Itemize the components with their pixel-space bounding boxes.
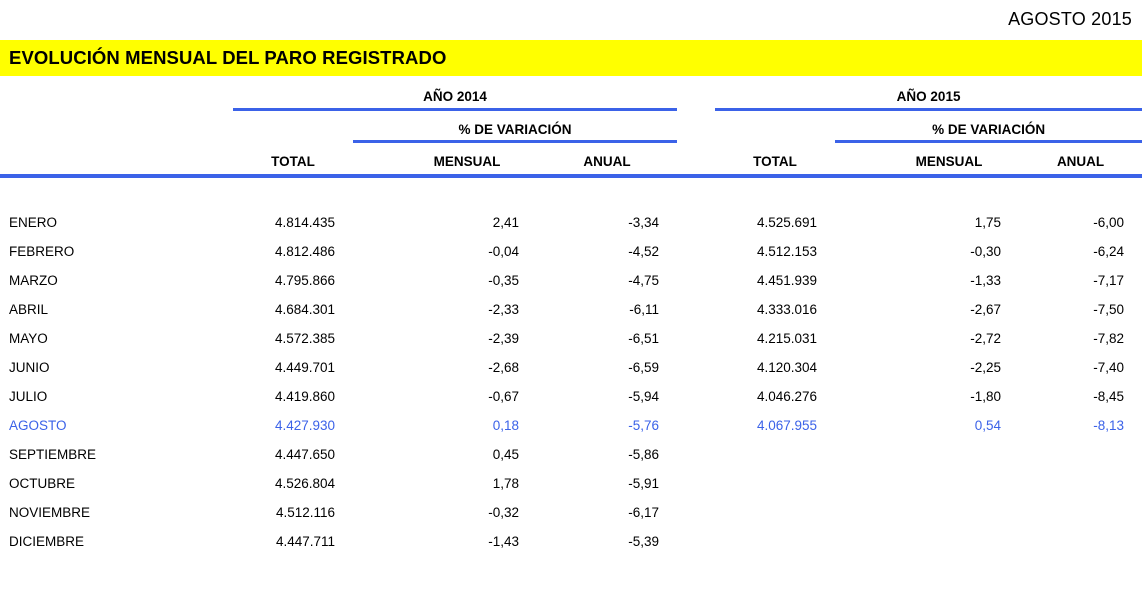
column-header-row <box>0 142 1142 175</box>
table-row <box>0 440 1142 469</box>
table-row <box>0 527 1142 556</box>
cell-total-2015: 4.333.016 <box>756 302 817 317</box>
cell-mensual-2014: -2,33 <box>488 302 519 317</box>
spacer-gap-mid <box>677 440 715 469</box>
cell-total-2014: 4.572.385 <box>274 331 335 346</box>
cell-anual-2014: -6,51 <box>628 331 659 346</box>
cell-anual-2014: -5,86 <box>628 447 659 462</box>
spacer-cell-mid <box>677 110 715 142</box>
row-month-label: ENERO <box>9 215 58 230</box>
cell-total-2014: 4.795.866 <box>274 273 335 288</box>
cell-total-2015: 4.067.955 <box>756 418 817 433</box>
row-month-label: MAYO <box>9 331 48 346</box>
spacer-gap <box>353 440 397 469</box>
spacer-gap <box>835 295 879 324</box>
cell-total-2015: 4.525.691 <box>756 215 817 230</box>
header-body-spacer <box>0 178 1142 208</box>
cell-total-2014: 4.447.711 <box>275 534 335 549</box>
spacer-gap <box>835 498 879 527</box>
cell-mensual-2015: -1,33 <box>970 273 1001 288</box>
spacer-gap-mid <box>677 498 715 527</box>
unemployment-evolution-table <box>0 76 1142 174</box>
spacer-gap-mid <box>677 527 715 556</box>
cell-mensual-2015: 1,75 <box>974 215 1001 230</box>
cell-anual-2015: -8,13 <box>1093 418 1124 433</box>
table-row <box>0 411 1142 440</box>
spacer-gap-mid <box>677 353 715 382</box>
column-header-mensual-2015: MENSUAL <box>915 154 983 169</box>
row-month-label: SEPTIEMBRE <box>9 447 97 462</box>
cell-total-2015 <box>715 527 835 556</box>
spacer-total-2015 <box>715 110 835 142</box>
cell-total-2014: 4.812.486 <box>274 244 335 259</box>
spacer-gap <box>353 142 397 175</box>
report-title-banner <box>0 40 1142 76</box>
cell-anual-2015: -7,40 <box>1093 360 1124 375</box>
spacer-gap <box>353 527 397 556</box>
cell-mensual-2014: 0,18 <box>492 418 519 433</box>
cell-mensual-2015: -1,80 <box>970 389 1001 404</box>
spacer-gap-mid <box>677 237 715 266</box>
cell-mensual-2014: 0,45 <box>492 447 519 462</box>
spacer-cell-mid <box>677 76 715 110</box>
cell-anual-2015 <box>1019 527 1142 556</box>
row-month-label: NOVIEMBRE <box>9 505 91 520</box>
spacer-gap <box>353 237 397 266</box>
cell-mensual-2015: -0,30 <box>970 244 1001 259</box>
table-row <box>0 353 1142 382</box>
cell-total-2015: 4.512.153 <box>756 244 817 259</box>
spacer-gap <box>835 208 879 237</box>
spacer-gap <box>353 266 397 295</box>
spacer-cell-mid <box>677 142 715 175</box>
spacer-gap-mid <box>677 295 715 324</box>
cell-anual-2015 <box>1019 440 1142 469</box>
spacer-gap <box>353 498 397 527</box>
spacer-gap <box>353 469 397 498</box>
cell-mensual-2014: -0,35 <box>488 273 519 288</box>
spacer-gap-mid <box>677 266 715 295</box>
cell-total-2014: 4.526.804 <box>274 476 335 491</box>
row-month-label: ABRIL <box>9 302 49 317</box>
spacer-gap <box>353 411 397 440</box>
cell-total-2014: 4.419.860 <box>274 389 335 404</box>
spacer-gap <box>835 527 879 556</box>
cell-total-2014: 4.427.930 <box>274 418 335 433</box>
row-month-label: DICIEMBRE <box>9 534 85 549</box>
period-label: AGOSTO 2015 <box>1008 8 1132 29</box>
spacer-gap <box>835 324 879 353</box>
column-header-total-2014: TOTAL <box>271 154 315 169</box>
cell-anual-2015: -7,82 <box>1093 331 1124 346</box>
cell-anual-2014: -4,52 <box>628 244 659 259</box>
cell-mensual-2015: -2,72 <box>970 331 1001 346</box>
table-row <box>0 237 1142 266</box>
spacer-gap <box>353 382 397 411</box>
spacer-cell <box>0 142 233 175</box>
cell-anual-2014: -5,76 <box>628 418 659 433</box>
cell-anual-2014: -5,91 <box>628 476 659 491</box>
cell-anual-2014: -6,59 <box>628 360 659 375</box>
variation-group-2014: % DE VARIACIÓN <box>353 110 677 142</box>
column-header-mensual-2014: MENSUAL <box>433 154 501 169</box>
row-month-label: OCTUBRE <box>9 476 76 491</box>
row-month-label: FEBRERO <box>9 244 75 259</box>
cell-anual-2014: -6,11 <box>629 302 659 317</box>
table-row <box>0 324 1142 353</box>
spacer-gap-mid <box>677 208 715 237</box>
spacer-gap <box>835 411 879 440</box>
cell-anual-2014: -6,17 <box>628 505 659 520</box>
cell-anual-2014: -3,34 <box>628 215 659 230</box>
spacer-gap <box>835 266 879 295</box>
variation-group-row <box>0 110 1142 142</box>
table-container <box>0 76 1142 556</box>
spacer-gap <box>835 142 879 175</box>
spacer-cell <box>0 76 233 110</box>
row-month-label: JULIO <box>9 389 48 404</box>
cell-mensual-2015: 0,54 <box>974 418 1001 433</box>
cell-mensual-2014: -2,68 <box>488 360 519 375</box>
cell-anual-2014: -5,94 <box>628 389 659 404</box>
spacer-gap <box>835 440 879 469</box>
spacer-gap-mid <box>677 469 715 498</box>
cell-total-2014: 4.449.701 <box>274 360 335 375</box>
cell-total-2014: 4.512.116 <box>275 505 335 520</box>
table-row <box>0 295 1142 324</box>
cell-total-2015: 4.120.304 <box>756 360 817 375</box>
table-body <box>0 208 1142 556</box>
period-bar <box>0 0 1142 38</box>
cell-total-2015: 4.215.031 <box>756 331 817 346</box>
table-row <box>0 208 1142 237</box>
column-header-anual-2014: ANUAL <box>583 154 631 169</box>
cell-mensual-2015: -2,67 <box>970 302 1001 317</box>
cell-mensual-2015 <box>879 469 1019 498</box>
cell-anual-2015 <box>1019 469 1142 498</box>
cell-mensual-2014: -0,67 <box>488 389 519 404</box>
cell-mensual-2015: -2,25 <box>970 360 1001 375</box>
cell-anual-2015: -7,50 <box>1093 302 1124 317</box>
spacer-gap <box>353 208 397 237</box>
table-row <box>0 469 1142 498</box>
cell-total-2015: 4.046.276 <box>756 389 817 404</box>
cell-mensual-2015 <box>879 440 1019 469</box>
cell-mensual-2015 <box>879 527 1019 556</box>
spacer-total-2014 <box>233 110 353 142</box>
row-month-label: MARZO <box>9 273 58 288</box>
spacer-gap <box>835 237 879 266</box>
year-group-row <box>0 76 1142 110</box>
cell-total-2014: 4.447.650 <box>274 447 335 462</box>
cell-total-2014: 4.814.435 <box>274 215 335 230</box>
cell-anual-2015: -6,24 <box>1093 244 1124 259</box>
spacer-gap-mid <box>677 324 715 353</box>
spacer-gap <box>353 353 397 382</box>
year-group-2014: AÑO 2014 <box>233 76 677 110</box>
cell-total-2015: 4.451.939 <box>756 273 817 288</box>
cell-mensual-2014: -1,43 <box>488 534 519 549</box>
spacer-gap-mid <box>677 382 715 411</box>
spacer-gap <box>835 382 879 411</box>
spacer-gap <box>835 469 879 498</box>
cell-mensual-2014: -2,39 <box>488 331 519 346</box>
cell-mensual-2014: 2,41 <box>492 215 519 230</box>
column-header-total-2015: TOTAL <box>753 154 797 169</box>
spacer-gap <box>353 324 397 353</box>
cell-mensual-2014: 1,78 <box>492 476 519 491</box>
cell-total-2015 <box>715 469 835 498</box>
cell-anual-2014: -5,39 <box>628 534 659 549</box>
cell-anual-2015: -6,00 <box>1093 215 1124 230</box>
year-group-2015: AÑO 2015 <box>715 76 1142 110</box>
table-row <box>0 382 1142 411</box>
cell-mensual-2015 <box>879 498 1019 527</box>
cell-anual-2015 <box>1019 498 1142 527</box>
cell-anual-2014: -4,75 <box>628 273 659 288</box>
spacer-gap-mid <box>677 411 715 440</box>
cell-total-2014: 4.684.301 <box>274 302 335 317</box>
column-header-anual-2015: ANUAL <box>1056 154 1105 169</box>
spacer-gap <box>353 295 397 324</box>
table-row <box>0 498 1142 527</box>
unemployment-data-table <box>0 208 1142 556</box>
cell-anual-2015: -7,17 <box>1093 273 1124 288</box>
cell-mensual-2014: -0,32 <box>488 505 519 520</box>
table-row <box>0 266 1142 295</box>
variation-group-2015: % DE VARIACIÓN <box>835 110 1142 142</box>
cell-total-2015 <box>715 498 835 527</box>
page-title: EVOLUCIÓN MENSUAL DEL PARO REGISTRADO <box>9 47 447 68</box>
cell-total-2015 <box>715 440 835 469</box>
spacer-gap <box>835 353 879 382</box>
row-month-label: AGOSTO <box>9 418 67 433</box>
cell-mensual-2014: -0,04 <box>488 244 519 259</box>
cell-anual-2015: -8,45 <box>1093 389 1124 404</box>
spacer-cell <box>0 110 233 142</box>
row-month-label: JUNIO <box>9 360 50 375</box>
